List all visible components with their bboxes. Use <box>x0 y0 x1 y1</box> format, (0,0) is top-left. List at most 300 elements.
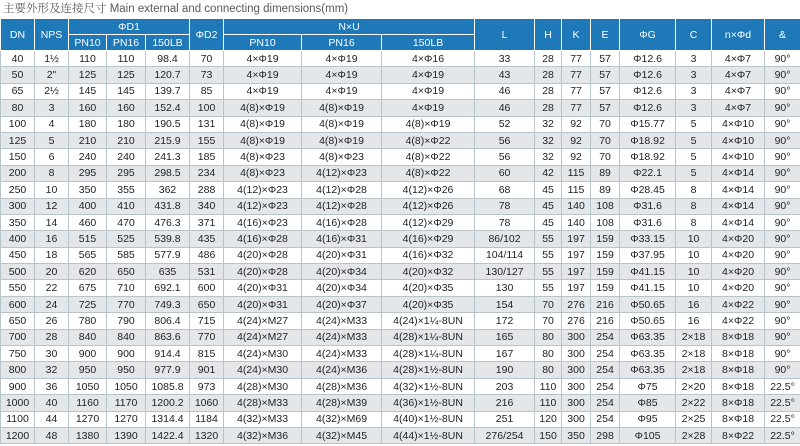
table-cell: 45 <box>535 198 562 214</box>
table-cell: 152.4 <box>146 100 190 116</box>
table-cell: 1200.2 <box>146 395 190 411</box>
table-cell: 4(8)×Φ22 <box>382 165 475 181</box>
table-cell: Φ18.92 <box>620 132 676 148</box>
table-cell: 715 <box>190 313 224 329</box>
table-cell: 8×Φ18 <box>712 411 765 427</box>
table-cell: 110 <box>535 395 562 411</box>
table-cell: 89 <box>591 165 620 181</box>
table-cell: 80 <box>535 346 562 362</box>
table-cell: 476.3 <box>146 214 190 230</box>
table-cell: Φ12.6 <box>620 67 676 83</box>
table-cell: 90° <box>765 116 800 132</box>
table-cell: 16 <box>676 313 712 329</box>
table-cell: 4(24)×M27 <box>224 313 302 329</box>
table-cell: 125 <box>69 67 107 83</box>
table-cell: 197 <box>562 280 591 296</box>
table-cell: 4×Φ14 <box>712 198 765 214</box>
table-cell: 4(32)×M33 <box>224 411 302 427</box>
table-cell: 56 <box>475 132 535 148</box>
table-cell: 340 <box>190 198 224 214</box>
table-cell: 749.3 <box>146 296 190 312</box>
table-cell: 1390 <box>107 427 146 443</box>
table-cell: 486 <box>190 247 224 263</box>
table-cell: 4(12)×Φ23 <box>224 182 302 198</box>
table-cell: 900 <box>107 346 146 362</box>
table-cell: 300 <box>562 411 591 427</box>
table-cell: 550 <box>1 280 35 296</box>
table-row <box>1 329 800 345</box>
table-cell: 10 <box>35 182 69 198</box>
table-cell: 145 <box>107 83 146 99</box>
table-cell: 635 <box>146 264 190 280</box>
table-cell: 1270 <box>69 411 107 427</box>
table-cell: 4×Φ14 <box>712 182 765 198</box>
table-cell: 70 <box>591 116 620 132</box>
table-cell: 160 <box>107 100 146 116</box>
table-cell: 90° <box>765 149 800 165</box>
table-cell: 52 <box>475 116 535 132</box>
table-cell: 2×18 <box>676 346 712 362</box>
table-row <box>1 132 800 148</box>
table-cell: 362 <box>146 182 190 198</box>
table-cell: 40 <box>1 51 35 67</box>
col-header-c: C <box>676 19 712 51</box>
table-cell: 216 <box>591 296 620 312</box>
table-cell: 300 <box>1 198 35 214</box>
table-cell: 216 <box>591 313 620 329</box>
table-row <box>1 247 800 263</box>
table-cell: 4(16)×Φ28 <box>224 231 302 247</box>
table-cell: 295 <box>107 165 146 181</box>
table-cell: Φ33.15 <box>620 231 676 247</box>
table-cell: 254 <box>591 411 620 427</box>
table-cell: 78 <box>475 214 535 230</box>
table-cell: 90° <box>765 51 800 67</box>
page-title: 主要外形及连接尺寸 Main external and connecting dimensions(mm) <box>3 3 349 15</box>
table-cell: 203 <box>475 378 535 394</box>
table-row <box>1 67 800 83</box>
table-cell: 155 <box>190 132 224 148</box>
table-cell: 4(8)×Φ19 <box>224 100 302 116</box>
table-cell: 150 <box>535 427 562 443</box>
table-cell: 400 <box>69 198 107 214</box>
table-row <box>1 182 800 198</box>
table-cell: 4(28)×M39 <box>302 395 382 411</box>
table-cell: 32 <box>535 132 562 148</box>
table-row <box>1 264 800 280</box>
table-cell: 692.1 <box>146 280 190 296</box>
table-cell: 4(20)×Φ28 <box>224 247 302 263</box>
col-header-d2: ΦD2 <box>190 19 224 51</box>
table-cell: Φ12.6 <box>620 83 676 99</box>
table-cell: 104/114 <box>475 247 535 263</box>
table-cell: 4 <box>35 116 69 132</box>
table-cell: 10 <box>676 264 712 280</box>
table-cell: 159 <box>591 231 620 247</box>
table-cell: 4(16)×Φ23 <box>224 214 302 230</box>
table-cell: 28 <box>535 51 562 67</box>
table-cell: 77 <box>562 67 591 83</box>
table-cell: 1380 <box>69 427 107 443</box>
col-header-dn: DN <box>1 19 35 51</box>
table-cell: 4(16)×Φ29 <box>382 231 475 247</box>
table-cell: 4(8)×Φ19 <box>302 100 382 116</box>
table-cell: Φ28.45 <box>620 182 676 198</box>
table-cell: 45 <box>535 214 562 230</box>
table-cell: 234 <box>190 165 224 181</box>
table-cell: 4×Φ20 <box>712 247 765 263</box>
col-header-e: E <box>591 19 620 51</box>
table-cell: 197 <box>562 231 591 247</box>
table-row <box>1 198 800 214</box>
table-cell: 276 <box>562 296 591 312</box>
table-cell: 355 <box>107 182 146 198</box>
table-cell: 4(8)×Φ22 <box>382 149 475 165</box>
table-cell: 2×25 <box>676 411 712 427</box>
table-cell: 140 <box>562 214 591 230</box>
table-cell: 70 <box>190 51 224 67</box>
table-cell: 500 <box>1 264 35 280</box>
table-cell: 4(12)×Φ23 <box>224 198 302 214</box>
table-cell: 26 <box>35 313 69 329</box>
table-cell: 650 <box>1 313 35 329</box>
table-cell: 585 <box>107 247 146 263</box>
table-cell: 5 <box>676 132 712 148</box>
table-cell: 216 <box>475 395 535 411</box>
table-cell: 8×Φ18 <box>712 346 765 362</box>
table-cell: 250 <box>1 182 35 198</box>
table-cell: 950 <box>69 362 107 378</box>
table-cell: 28 <box>535 67 562 83</box>
table-cell: 4(28)×1½-8UN <box>382 362 475 378</box>
table-cell: 1200 <box>1 427 35 443</box>
table-cell: 77 <box>562 100 591 116</box>
table-cell: 86/102 <box>475 231 535 247</box>
table-cell: 4×Φ20 <box>712 280 765 296</box>
table-cell: 90° <box>765 346 800 362</box>
table-cell: 70 <box>591 149 620 165</box>
table-cell: 100 <box>190 100 224 116</box>
table-cell: 28 <box>535 100 562 116</box>
table-cell: 4(8)×Φ23 <box>302 149 382 165</box>
col-header-nxu-150lb: 150LB <box>382 35 475 51</box>
col-header-angle: & <box>765 19 800 51</box>
table-cell: 840 <box>107 329 146 345</box>
table-cell: Φ63.35 <box>620 329 676 345</box>
table-cell: 32 <box>535 149 562 165</box>
table-cell: 4(8)×Φ22 <box>382 132 475 148</box>
table-cell: 710 <box>107 280 146 296</box>
table-cell: 24 <box>35 296 69 312</box>
table-row <box>1 165 800 181</box>
table-cell: 4(44)×1½-8UN <box>382 427 475 443</box>
table-cell: 92 <box>562 116 591 132</box>
table-cell: 4(8)×Φ23 <box>224 165 302 181</box>
table-cell: 33 <box>475 51 535 67</box>
col-header-l: L <box>475 19 535 51</box>
table-cell: 4(28)×1¼-8UN <box>382 346 475 362</box>
table-cell: 43 <box>475 67 535 83</box>
table-cell: 120 <box>535 411 562 427</box>
table-cell: 1170 <box>107 395 146 411</box>
table-cell: 4(28)×M33 <box>224 395 302 411</box>
table-cell: 65 <box>1 83 35 99</box>
table-row <box>1 280 800 296</box>
table-cell: 6 <box>35 149 69 165</box>
table-cell: 470 <box>107 214 146 230</box>
table-cell: 100 <box>1 116 35 132</box>
table-cell: 28 <box>35 329 69 345</box>
table-cell: 2½ <box>35 83 69 99</box>
col-header-d1-150lb: 150LB <box>146 35 190 51</box>
table-cell: 650 <box>107 264 146 280</box>
table-cell: 56 <box>475 149 535 165</box>
table-cell: Φ63.35 <box>620 346 676 362</box>
table-cell: 288 <box>190 182 224 198</box>
table-cell: 180 <box>69 116 107 132</box>
col-header-k: K <box>562 19 591 51</box>
table-cell: 900 <box>69 346 107 362</box>
table-cell: 4(32)×M69 <box>302 411 382 427</box>
table-cell: 1160 <box>69 395 107 411</box>
table-cell: 650 <box>190 296 224 312</box>
table-cell: 806.4 <box>146 313 190 329</box>
table-cell: 90° <box>765 182 800 198</box>
table-cell: 90° <box>765 231 800 247</box>
table-cell: 160 <box>69 100 107 116</box>
table-cell: 4(20)×Φ34 <box>302 280 382 296</box>
table-cell: Φ41.15 <box>620 264 676 280</box>
table-cell: 154 <box>475 296 535 312</box>
table-cell: 130/127 <box>475 264 535 280</box>
table-cell: 90° <box>765 296 800 312</box>
table-cell: 22.5° <box>765 378 800 394</box>
table-cell: 240 <box>107 149 146 165</box>
table-cell: 77 <box>562 51 591 67</box>
table-cell: 950 <box>107 362 146 378</box>
table-cell: 2×18 <box>676 329 712 345</box>
table-cell: 22.5° <box>765 427 800 443</box>
table-cell: 55 <box>535 247 562 263</box>
table-cell: 5 <box>35 132 69 148</box>
table-cell: 4×Φ22 <box>712 313 765 329</box>
table-cell: 4×Φ7 <box>712 67 765 83</box>
table-row <box>1 395 800 411</box>
table-cell: 780 <box>69 313 107 329</box>
table-cell: 110 <box>69 51 107 67</box>
table-cell: 901 <box>190 362 224 378</box>
table-cell: 240 <box>69 149 107 165</box>
table-cell: 36 <box>35 378 69 394</box>
table-cell: 197 <box>562 264 591 280</box>
table-cell: 276/254 <box>475 427 535 443</box>
table-cell: 410 <box>107 198 146 214</box>
table-cell: 790 <box>107 313 146 329</box>
table-cell: 300 <box>562 346 591 362</box>
table-cell: 4(16)×Φ28 <box>302 214 382 230</box>
table-cell: 48 <box>35 427 69 443</box>
table-cell: 4×Φ22 <box>712 296 765 312</box>
table-cell: 108 <box>591 198 620 214</box>
table-cell: Φ18.92 <box>620 149 676 165</box>
table-cell: 2×22 <box>676 395 712 411</box>
col-header-nxu-pn10: PN10 <box>224 35 302 51</box>
table-cell: 167 <box>475 346 535 362</box>
table-cell: 5 <box>676 116 712 132</box>
table-cell: 973 <box>190 378 224 394</box>
table-cell: Φ15.77 <box>620 116 676 132</box>
table-cell: 4×Φ19 <box>382 100 475 116</box>
table-cell: 57 <box>591 100 620 116</box>
table-cell: 1050 <box>69 378 107 394</box>
table-cell: 435 <box>190 231 224 247</box>
col-header-g: ΦG <box>620 19 676 51</box>
table-cell: 4(12)×Φ23 <box>302 165 382 181</box>
table-cell: 4(32)×1½-8UN <box>382 378 475 394</box>
table-cell: 1314.4 <box>146 411 190 427</box>
table-cell: 42 <box>535 165 562 181</box>
table-cell: 4(8)×Φ23 <box>224 149 302 165</box>
table-cell: 20 <box>35 264 69 280</box>
table-cell: 77 <box>562 83 591 99</box>
table-cell: 8 <box>676 198 712 214</box>
table-row <box>1 116 800 132</box>
table-cell: 80 <box>1 100 35 116</box>
table-cell: Φ50.65 <box>620 296 676 312</box>
table-cell: 1422.4 <box>146 427 190 443</box>
table-cell: 92 <box>562 132 591 148</box>
table-cell: Φ41.15 <box>620 280 676 296</box>
table-cell: 4(20)×Φ35 <box>382 280 475 296</box>
table-cell: 254 <box>591 362 620 378</box>
table-row <box>1 51 800 67</box>
table-cell: 85 <box>190 83 224 99</box>
table-cell: 4(8)×Φ19 <box>302 132 382 148</box>
table-cell: 90° <box>765 247 800 263</box>
table-cell: 254 <box>591 395 620 411</box>
table-cell: 4(16)×Φ31 <box>302 231 382 247</box>
table-cell: 22.5° <box>765 411 800 427</box>
table-cell: 4(20)×Φ28 <box>224 264 302 280</box>
table-cell: 600 <box>1 296 35 312</box>
table-cell: 4(20)×Φ34 <box>302 264 382 280</box>
table-cell: 254 <box>591 346 620 362</box>
table-cell: 4×Φ10 <box>712 149 765 165</box>
table-cell: 1270 <box>107 411 146 427</box>
table-cell: 115 <box>562 165 591 181</box>
table-cell: 90° <box>765 198 800 214</box>
table-cell: 2×20 <box>676 378 712 394</box>
table-cell: 89 <box>591 182 620 198</box>
table-cell: 840 <box>69 329 107 345</box>
table-cell: 90° <box>765 362 800 378</box>
table-cell: 32 <box>535 116 562 132</box>
table-cell: 3 <box>35 100 69 116</box>
table-cell: 4(20)×Φ31 <box>302 247 382 263</box>
table-cell: 44 <box>35 411 69 427</box>
table-row <box>1 214 800 230</box>
table-cell: 295 <box>69 165 107 181</box>
table-cell: 90° <box>765 100 800 116</box>
table-cell: 525 <box>107 231 146 247</box>
table-cell: Φ31.6 <box>620 214 676 230</box>
table-cell: 4(28)×M36 <box>302 378 382 394</box>
table-cell: 110 <box>535 378 562 394</box>
table-cell: 18 <box>35 247 69 263</box>
table-cell: 4(20)×Φ31 <box>224 280 302 296</box>
table-cell: 300 <box>562 378 591 394</box>
table-cell: 4×Φ7 <box>712 100 765 116</box>
table-cell: 150 <box>1 149 35 165</box>
table-cell: 4×Φ19 <box>224 83 302 99</box>
table-cell: 4(28)×M30 <box>224 378 302 394</box>
table-cell: Φ63.35 <box>620 362 676 378</box>
table-cell: 1000 <box>1 395 35 411</box>
table-row <box>1 362 800 378</box>
table-cell: 55 <box>535 280 562 296</box>
table-cell: 350 <box>562 427 591 443</box>
table-cell: 4(32)×M45 <box>302 427 382 443</box>
table-cell: 115 <box>562 182 591 198</box>
table-cell: 4(32)×M36 <box>224 427 302 443</box>
table-cell: Φ12.6 <box>620 100 676 116</box>
table-cell: 4(12)×Φ26 <box>382 198 475 214</box>
table-cell: 4×Φ20 <box>712 264 765 280</box>
table-row <box>1 346 800 362</box>
table-cell: 159 <box>591 280 620 296</box>
table-cell: 50 <box>1 67 35 83</box>
table-cell: 770 <box>107 296 146 312</box>
table-cell: 4(24)×M33 <box>302 313 382 329</box>
table-cell: 4(12)×Φ26 <box>382 182 475 198</box>
table-cell: 140 <box>562 198 591 214</box>
table-cell: 300 <box>562 362 591 378</box>
table-cell: 22.5° <box>765 395 800 411</box>
table-cell: 159 <box>591 247 620 263</box>
table-cell: 70 <box>535 313 562 329</box>
table-cell: 8 <box>35 165 69 181</box>
table-cell: 4×Φ19 <box>382 83 475 99</box>
table-cell: 4(8)×Φ19 <box>382 116 475 132</box>
table-row <box>1 427 800 443</box>
table-cell: 70 <box>535 296 562 312</box>
table-cell: 675 <box>69 280 107 296</box>
table-cell: 4(20)×Φ31 <box>224 296 302 312</box>
table-cell: Φ50.65 <box>620 313 676 329</box>
table-cell: 4×Φ19 <box>224 67 302 83</box>
table-row <box>1 411 800 427</box>
table-cell: 8×Φ22 <box>712 427 765 443</box>
table-cell: 145 <box>69 83 107 99</box>
table-cell: 16 <box>676 296 712 312</box>
table-cell: 770 <box>190 329 224 345</box>
table-cell: 90° <box>765 214 800 230</box>
col-header-d1-pn16: PN16 <box>107 35 146 51</box>
table-cell: 600 <box>190 280 224 296</box>
table-cell: 241.3 <box>146 149 190 165</box>
table-cell: 700 <box>1 329 35 345</box>
table-cell: 4(8)×Φ19 <box>224 116 302 132</box>
col-header-nxu: N×U <box>224 19 475 35</box>
table-cell: 80 <box>535 329 562 345</box>
table-cell: 108 <box>591 214 620 230</box>
table-body <box>1 51 800 444</box>
table-cell: 32 <box>35 362 69 378</box>
table-cell: 298 <box>591 427 620 443</box>
table-cell: 515 <box>69 231 107 247</box>
table-cell: 90° <box>765 280 800 296</box>
table-cell: 16 <box>35 231 69 247</box>
